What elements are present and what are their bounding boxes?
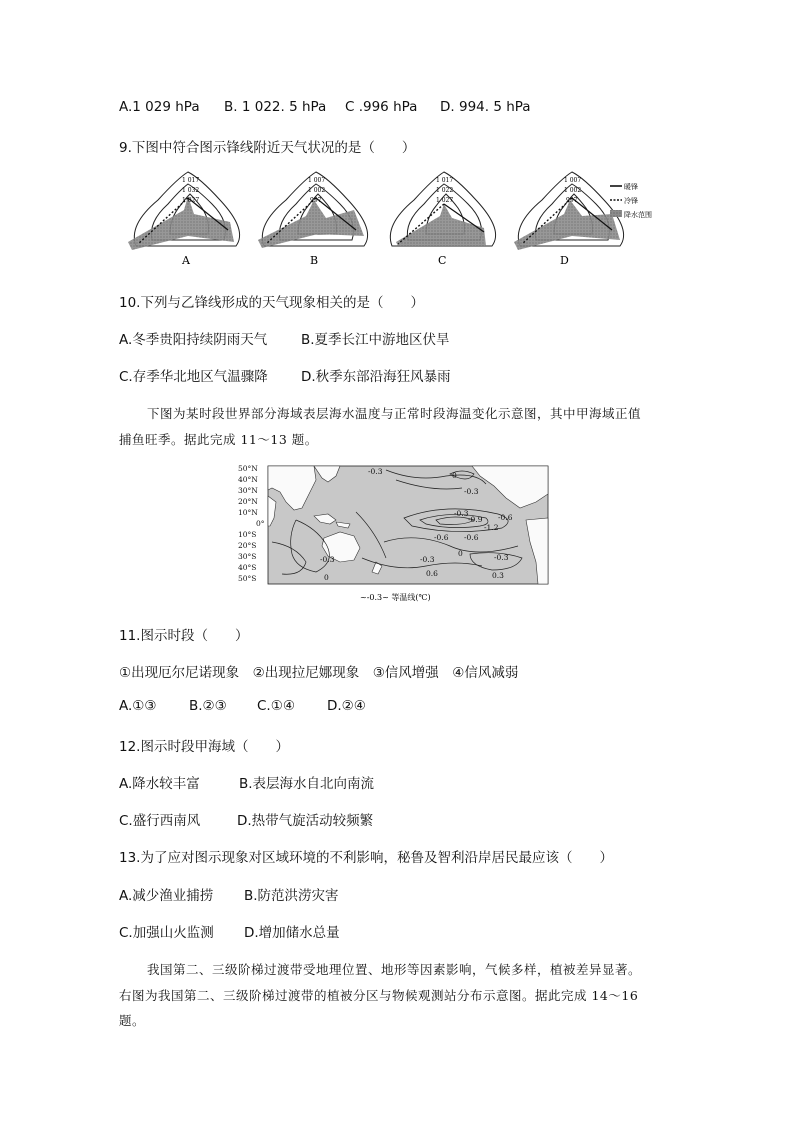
panel-b	[258, 172, 368, 267]
q10-option-b: B.夏季长江中游地区伏旱	[301, 332, 450, 348]
lat-label: 40°S	[238, 563, 257, 572]
lat-label: 10°N	[238, 508, 258, 517]
q8-option-d: D. 994. 5 hPa	[440, 99, 531, 115]
q10-options-row2	[119, 365, 451, 385]
q13-option-d: D.增加储水总量	[244, 925, 340, 941]
contour-label: 0.3	[492, 571, 504, 580]
q13-options-row1	[119, 884, 339, 904]
front-legend	[610, 182, 652, 219]
legend-warm-front: 暖锋	[624, 183, 638, 191]
panel-c	[390, 172, 495, 267]
q8-options	[119, 99, 531, 115]
panel-a	[128, 172, 240, 267]
lat-label: 20°N	[238, 497, 258, 506]
q11-option-c: C.①④	[257, 698, 295, 714]
lat-label: 30°N	[238, 486, 258, 495]
q8-option-a: A.1 029 hPa	[119, 99, 200, 115]
intro-11-13-line2: 捕鱼旺季。据此完成 11～13 题。	[119, 432, 318, 447]
lat-label: 30°S	[238, 552, 257, 561]
panel-d-isobar-2: 1 002	[564, 187, 582, 194]
panel-b-isobar-1: 1 007	[308, 177, 326, 184]
contour-label: -1.2	[484, 523, 499, 532]
contour-label: 0.6	[426, 569, 438, 578]
q13-option-c: C.加强山火监测	[119, 925, 214, 941]
intro-14-16-line1: 我国第二、三级阶梯过渡带受地理位置、地形等因素影响，气候多样，植被差异显著。	[147, 962, 642, 977]
q11-option-d: D.②④	[327, 698, 366, 714]
panel-a-isobar-2: 1 032	[182, 187, 200, 194]
q9-stem: 9.下图中符合图示锋线附近天气状况的是（ ）	[119, 140, 416, 156]
q13-stem: 13.为了应对图示现象对区域环境的不利影响，秘鲁及智利沿岸居民最应该（ ）	[119, 850, 613, 866]
precipitation-symbol	[610, 210, 622, 217]
panel-c-isobar-1: 1 017	[436, 177, 454, 184]
lat-label: 0°	[256, 519, 265, 528]
panel-b-label: B	[310, 254, 319, 267]
panel-d-isobar-3: 997	[566, 197, 578, 204]
panel-a-label: A	[182, 254, 190, 267]
panel-b-isobar-2: 1 002	[308, 187, 326, 194]
contour-label: -0.9	[468, 515, 483, 524]
panel-c-isobar-2: 1 022	[436, 187, 454, 194]
contour-label: -0.3	[420, 555, 435, 564]
q12-options-row2	[119, 809, 373, 829]
contour-label: -0.3	[494, 553, 509, 562]
q8-option-b: B. 1 022. 5 hPa	[224, 99, 327, 115]
q10-stem: 10.下列与乙锋线形成的天气现象相关的是（ ）	[119, 295, 424, 311]
q11-options	[119, 698, 366, 714]
panel-c-isobar-3: 1 027	[436, 197, 454, 204]
contour-label: -0.6	[464, 533, 479, 542]
latitude-labels	[238, 464, 265, 583]
intro-14-16-line2: 右图为我国第二、三级阶梯过渡带的植被分区与物候观测站分布示意图。据此完成 14～16	[119, 988, 639, 1003]
contour-label: 0	[452, 471, 457, 480]
map-legend: ~-0.3~ 等温线(℃)	[360, 593, 431, 602]
contour-label: -0.6	[498, 513, 513, 522]
intro-11-13-line1: 下图为某时段世界部分海域表层海水温度与正常时段海温变化示意图，其中甲海域正值	[147, 406, 642, 421]
q13-options-row2	[119, 921, 340, 941]
lat-label: 10°S	[238, 530, 257, 539]
contour-label: -0.3	[464, 487, 479, 496]
sst-anomaly-map	[236, 462, 566, 612]
intro-14-16-line3: 题。	[119, 1013, 146, 1028]
q12-option-a: A.降水较丰富	[119, 776, 200, 792]
q12-stem: 12.图示时段甲海域（ ）	[119, 739, 289, 755]
contour-label: -0.3	[368, 467, 383, 476]
q11-option-b: B.②③	[189, 698, 227, 714]
q11-statements: ①出现厄尔尼诺现象 ②出现拉尼娜现象 ③信风增强 ④信风减弱	[119, 665, 519, 681]
panel-b-isobar-3: 997	[310, 197, 322, 204]
contour-label: -0.3	[454, 509, 469, 518]
panel-d	[514, 172, 624, 267]
legend-cold-front: 冷锋	[624, 197, 638, 205]
q13-option-a: A.减少渔业捕捞	[119, 888, 214, 904]
lat-label: 40°N	[238, 475, 258, 484]
q10-option-d: D.秋季东部沿海狂风暴雨	[301, 369, 451, 385]
contour-label: 0	[324, 573, 329, 582]
q13-option-b: B.防范洪涝灾害	[244, 888, 339, 904]
contour-label: 0	[458, 549, 463, 558]
panel-d-isobar-1: 1 007	[564, 177, 582, 184]
front-diagrams	[118, 170, 652, 270]
panel-c-label: C	[438, 254, 447, 267]
q11-option-a: A.①③	[119, 698, 157, 714]
q10-options-row1	[119, 328, 450, 348]
q8-option-c: C .996 hPa	[345, 99, 418, 115]
contour-label: -0.6	[434, 533, 449, 542]
q10-option-a: A.冬季贵阳持续阴雨天气	[119, 332, 268, 348]
panel-a-isobar-3: 1 027	[182, 197, 200, 204]
lat-label: 20°S	[238, 541, 257, 550]
lat-label: 50°S	[238, 574, 257, 583]
q12-option-c: C.盛行西南风	[119, 813, 201, 829]
panel-d-label: D	[560, 254, 569, 267]
q10-option-c: C.存季华北地区气温骤降	[119, 369, 268, 385]
q12-options-row1	[119, 772, 374, 792]
panel-a-isobar-1: 1 017	[182, 177, 200, 184]
q11-stem: 11.图示时段（ ）	[119, 628, 249, 644]
legend-precipitation: 降水范围	[624, 211, 652, 219]
q12-option-d: D.热带气旋活动较频繁	[237, 813, 374, 829]
lat-label: 50°N	[238, 464, 258, 473]
contour-label: -0.3	[320, 555, 335, 564]
q12-option-b: B.表层海水自北向南流	[239, 776, 375, 792]
